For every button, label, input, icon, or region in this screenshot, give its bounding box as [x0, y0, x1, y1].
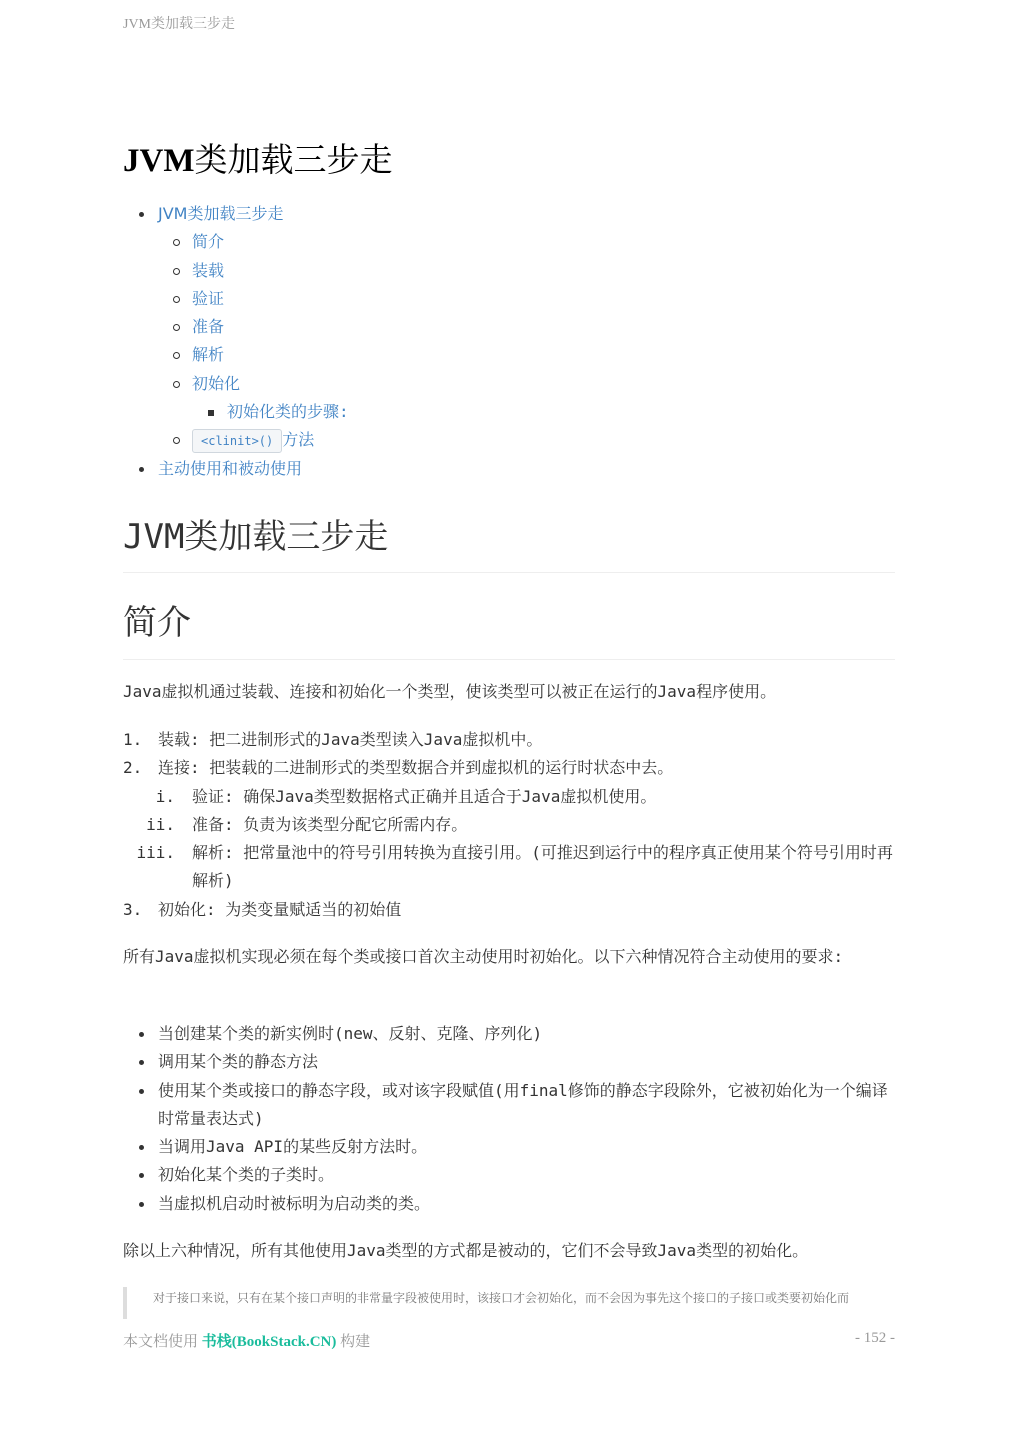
list-item: 当创建某个类的新实例时(new、反射、克隆、序列化): [123, 1020, 895, 1048]
list-item: [123, 811, 895, 839]
footer-prefix: 本文档使用: [123, 1334, 202, 1350]
document-title-rest: 类加载三步走: [194, 143, 393, 179]
interface-note-quote: 对于接口来说，只有在某个接口声明的非常量字段被使用时，该接口才会初始化，而不会因为事先这个接口的子接口或类要初始化而: [123, 1287, 895, 1319]
toc-item: [123, 341, 895, 369]
list-item: [123, 896, 895, 924]
toc-link-init-steps[interactable]: 初始化类的步骤:: [227, 402, 349, 422]
list-item: 调用某个类的静态方法: [123, 1048, 895, 1076]
list-text: 装载: 把二进制形式的Java类型读入Java虚拟机中。: [158, 730, 543, 749]
intro-paragraph: Java虚拟机通过装载、连接和初始化一个类型，使该类型可以被正在运行的Java程序使用。: [123, 682, 777, 701]
list-number: 3.: [123, 899, 143, 919]
footer-brand-link[interactable]: 书栈(BookStack.CN): [201, 1334, 337, 1350]
list-item: [123, 726, 895, 754]
list-number: 2.: [123, 758, 143, 778]
list-number: i.: [155, 786, 175, 806]
footer-credit: [123, 1330, 370, 1351]
toc-item: [123, 455, 895, 483]
toc-item: [123, 257, 895, 285]
page-number: - 152 -: [855, 1330, 895, 1346]
toc-item: [123, 370, 895, 398]
list-item: [123, 754, 895, 782]
document-title-latin: JVM: [123, 143, 195, 179]
toc-link-active-passive[interactable]: 主动使用和被动使用: [158, 458, 303, 478]
list-item: 初始化某个类的子类时。: [123, 1161, 895, 1189]
toc-link-resolve[interactable]: 解析: [192, 345, 225, 365]
active-use-cases: [123, 1020, 895, 1218]
list-text: 验证: 确保Java类型数据格式正确并且适合于Java虚拟机使用。: [192, 786, 657, 806]
passive-use-paragraph: 除以上六种情况，所有其他使用Java类型的方式都是被动的，它们不会导致Java类型的初始化。: [123, 1241, 809, 1260]
toc-item: [123, 228, 895, 256]
list-number: 1.: [123, 730, 143, 749]
list-text: 初始化: 为类变量赋适当的初始值: [158, 899, 402, 919]
clinit-code-chip: <clinit>(): [192, 429, 282, 453]
list-item: 当调用Java API的某些反射方法时。: [123, 1133, 895, 1161]
toc-link-root[interactable]: JVM类加载三步走: [158, 204, 284, 223]
document-title: [123, 140, 392, 182]
list-item: [123, 839, 895, 896]
list-text: 解析: 把常量池中的符号引用转换为直接引用。(可推迟到运行中的程序真正使用某个符号引用时再解析): [192, 843, 893, 891]
footer-suffix: 构建: [336, 1334, 371, 1350]
toc-item: [123, 426, 895, 454]
list-number: iii.: [136, 843, 175, 863]
heading-divider: [123, 659, 895, 660]
clinit-suffix: 方法: [282, 430, 315, 450]
toc-item: [123, 285, 895, 313]
toc-link-loading[interactable]: 装载: [192, 260, 225, 280]
list-text: 连接: 把装载的二进制形式的类型数据合并到虚拟机的运行时状态中去。: [158, 758, 674, 778]
list-number: ii.: [146, 814, 175, 834]
heading-jvm: JVM类加载三步走: [123, 517, 389, 557]
list-item: [123, 783, 895, 811]
heading-intro: 简介: [123, 603, 191, 643]
toc-link-intro[interactable]: 简介: [192, 232, 225, 252]
toc-item: [123, 200, 895, 228]
toc-link-verify[interactable]: 验证: [192, 288, 225, 308]
steps-list: [123, 726, 895, 924]
running-header: JVM类加载三步走: [123, 17, 236, 32]
list-item: 当虚拟机启动时被标明为启动类的类。: [123, 1190, 895, 1218]
toc-item: [123, 398, 895, 426]
list-text: 准备: 负责为该类型分配它所需内存。: [192, 814, 468, 834]
table-of-contents: [123, 200, 895, 483]
toc-link-prepare[interactable]: 准备: [192, 317, 225, 337]
toc-item: [123, 313, 895, 341]
toc-link-init[interactable]: 初始化: [192, 373, 241, 393]
active-use-paragraph: 所有Java虚拟机实现必须在每个类或接口首次主动使用时初始化。以下六种情况符合主动使用的要求:: [123, 947, 844, 966]
toc-link-clinit[interactable]: [192, 430, 314, 449]
list-item: 使用某个类或接口的静态字段，或对该字段赋值(用final修饰的静态字段除外，它被初始化为一个编译时常量表达式): [123, 1077, 895, 1134]
heading-divider: [123, 572, 895, 573]
